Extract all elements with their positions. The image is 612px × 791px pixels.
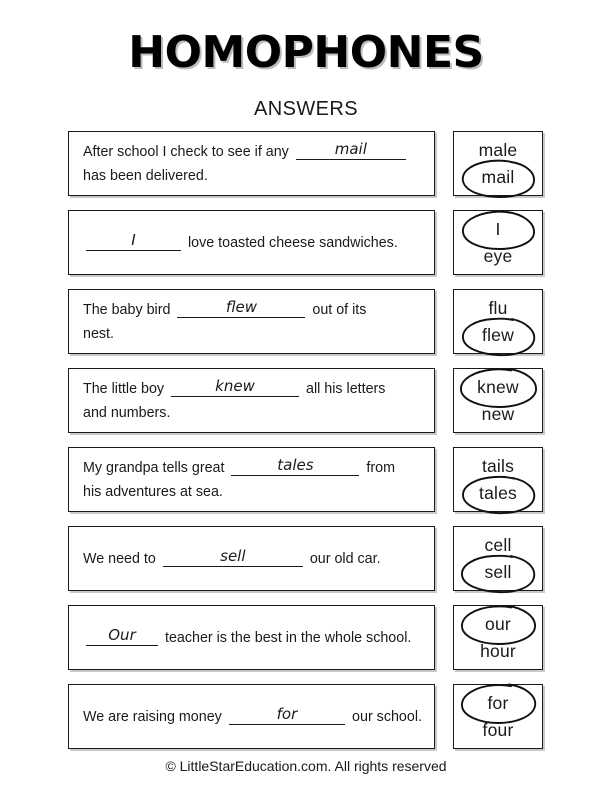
handwritten-answer: for: [276, 704, 298, 723]
sentence-text-after: all his letters: [302, 380, 386, 397]
question-list: [0, 131, 612, 763]
sentence-box: [68, 526, 435, 591]
handwritten-answer: knew: [215, 376, 255, 395]
question-row: [0, 131, 612, 196]
options-box: [453, 526, 543, 591]
options-box: [453, 131, 543, 196]
option-word[interactable]: tails: [481, 455, 515, 476]
sentence-text-line2: has been delivered.: [83, 167, 208, 184]
option-word[interactable]: flu: [488, 297, 508, 318]
sentence-text-after: teacher is the best in the whole school.: [161, 629, 412, 646]
option-word[interactable]: sell: [484, 561, 512, 582]
question-row: [0, 447, 612, 512]
answer-blank[interactable]: [177, 298, 305, 318]
sentence-box: [68, 289, 435, 354]
option-word[interactable]: male: [478, 139, 518, 160]
question-row: [0, 289, 612, 354]
sentence-text-line2: and numbers.: [83, 404, 171, 421]
sentence-text-before: We are raising money: [83, 708, 226, 725]
question-row: [0, 526, 612, 591]
sentence-text-before: The little boy: [83, 380, 169, 397]
sentence-text-after: out of its: [308, 301, 367, 318]
question-row: [0, 605, 612, 670]
handwritten-answer: sell: [220, 546, 246, 565]
sentence-text-line2: his adventures at sea.: [83, 483, 223, 500]
option-word[interactable]: hour: [480, 640, 516, 661]
sentence-text-before: My grandpa tells great: [83, 459, 229, 476]
handwritten-answer: mail: [334, 139, 367, 158]
options-box: [453, 605, 543, 670]
answer-blank[interactable]: [231, 456, 359, 476]
sentence-text-after: our old car.: [305, 550, 381, 567]
sentence-text-after: love toasted cheese sandwiches.: [184, 234, 398, 251]
option-word[interactable]: eye: [483, 245, 513, 266]
footer-copyright: © LittleStarEducation.com. All rights reserved: [165, 758, 447, 774]
sentence-text-before: The baby bird: [83, 301, 175, 318]
answer-blank[interactable]: [171, 377, 299, 397]
option-word[interactable]: cell: [484, 534, 512, 555]
option-word[interactable]: mail: [481, 166, 515, 187]
option-word[interactable]: tales: [479, 482, 517, 503]
sentence-box: [68, 210, 435, 275]
sentence-box: [68, 368, 435, 433]
options-box: [453, 368, 543, 433]
option-word[interactable]: flew: [482, 324, 514, 345]
sentence-text-after: from: [362, 459, 396, 476]
option-word[interactable]: knew: [477, 376, 519, 397]
answer-blank[interactable]: [163, 547, 303, 567]
answer-blank[interactable]: [86, 626, 158, 646]
handwritten-answer: tales: [277, 455, 314, 474]
answer-blank[interactable]: [86, 231, 181, 251]
option-word[interactable]: our: [485, 613, 511, 634]
sentence-text-before: We need to: [83, 550, 160, 567]
options-box: [453, 210, 543, 275]
handwritten-answer: I: [131, 230, 136, 249]
sentence-text-after: our school.: [348, 708, 422, 725]
sentence-box: [68, 605, 435, 670]
handwritten-answer: Our: [108, 625, 136, 644]
answer-blank[interactable]: [229, 705, 345, 725]
question-row: [0, 684, 612, 749]
sentence-box: [68, 447, 435, 512]
sentence-box: [68, 131, 435, 196]
option-word[interactable]: four: [482, 719, 514, 740]
option-word[interactable]: for: [487, 692, 509, 713]
page-title: HOMOPHONES: [128, 27, 484, 78]
option-word[interactable]: I: [495, 218, 501, 239]
sentence-box: [68, 684, 435, 749]
answer-blank[interactable]: [296, 140, 406, 160]
sentence-text-before: After school I check to see if any: [83, 143, 293, 160]
question-row: [0, 210, 612, 275]
option-word[interactable]: new: [481, 403, 515, 424]
sentence-text-line2: nest.: [83, 325, 114, 342]
options-box: [453, 447, 543, 512]
handwritten-answer: flew: [225, 297, 257, 316]
options-box: [453, 684, 543, 749]
page-subtitle: ANSWERS: [254, 98, 358, 120]
options-box: [453, 289, 543, 354]
question-row: [0, 368, 612, 433]
